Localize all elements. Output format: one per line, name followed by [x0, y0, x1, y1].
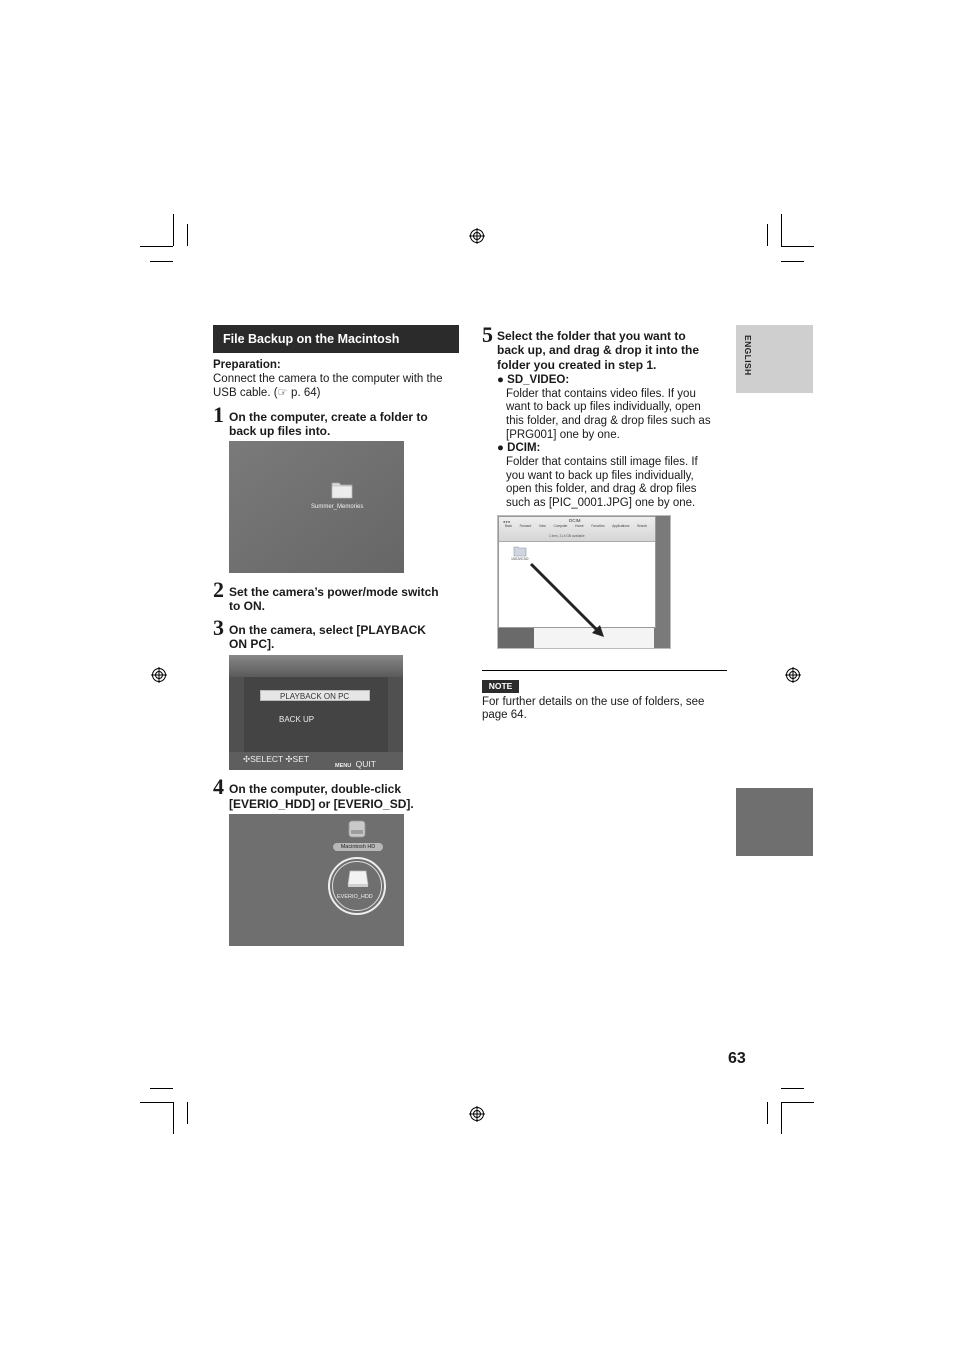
finder-toolbar-items [501, 524, 651, 528]
step-text-line: to ON. [229, 599, 265, 613]
drag-arrow-icon [528, 561, 608, 641]
finder-window-screenshot [497, 515, 671, 649]
menu-item-back-up[interactable]: BACK UP [279, 715, 315, 724]
toolbar-favorites[interactable]: Favorites [591, 524, 605, 528]
desktop-screenshot [229, 441, 404, 573]
toolbar-computer[interactable]: Computer [553, 524, 568, 528]
folder-label: Summer_Memories [311, 504, 364, 510]
note-badge: NOTE [482, 680, 519, 693]
step-text-line: Select the folder that you want to [497, 329, 686, 343]
step-text-line: On the computer, double-click [229, 782, 402, 796]
step-text-line: Set the camera’s power/mode switch [229, 585, 439, 599]
toolbar-search[interactable]: Search [637, 524, 648, 528]
page-number: 63 [728, 1050, 746, 1067]
footer-select-label: SELECT [250, 754, 284, 764]
finder-folder-label: 100JVCSO [511, 557, 529, 561]
section-tab [736, 788, 813, 856]
finder-toolbar [499, 517, 655, 542]
footer-select [243, 754, 309, 765]
note-text-line: For further details on the use of folders, see [482, 696, 705, 708]
toolbar-home[interactable]: Home [575, 524, 584, 528]
registration-mark-icon [469, 228, 485, 244]
menu-panel [244, 677, 388, 753]
finder-title: DCIM [569, 518, 581, 523]
disk-label-everio-hdd: EVERIO_HDD [337, 894, 373, 900]
footer-quit-label: QUIT [355, 759, 376, 769]
menu-header-strip [229, 655, 403, 677]
note-divider [482, 670, 727, 671]
step-number: 5 [482, 322, 493, 347]
bullet-label-text: DCIM: [507, 442, 541, 454]
toolbar-view[interactable]: View [538, 524, 546, 528]
bullet-text-line: want to back up files individually, open [506, 401, 701, 413]
bullet-label [497, 442, 540, 456]
folder-icon[interactable] [513, 545, 527, 557]
section-title: File Backup on the Macintosh [213, 325, 459, 353]
step-number: 4 [213, 774, 224, 799]
bullet-text-line: you want to back up files individually, [506, 470, 694, 482]
folder-icon[interactable] [331, 479, 353, 499]
step-number: 1 [213, 402, 224, 427]
menu-item-playback-on-pc[interactable]: PLAYBACK ON PC [260, 690, 370, 701]
language-tab-label: ENGLISH [743, 335, 753, 376]
bullet-dot-icon: ● [497, 374, 504, 386]
camera-menu-screenshot [229, 655, 403, 770]
registration-mark-icon [785, 667, 801, 683]
window-buttons-icon[interactable]: ●●● [503, 519, 511, 524]
menu-button-label: MENU [335, 763, 352, 769]
bullet-text-line: Folder that contains video files. If you [506, 388, 696, 400]
step-text-line: back up files into. [229, 424, 331, 438]
step-text-line: On the camera, select [PLAYBACK [229, 623, 426, 637]
footer-quit [335, 754, 376, 770]
footer-set-label: SET [292, 754, 310, 764]
dpad-icon: ✣ [243, 754, 251, 764]
bullet-text-line: [PRG001] one by one. [506, 429, 620, 441]
preparation-text-line2: USB cable. (☞ p. 64) [213, 387, 321, 399]
bullet-text-line: such as [PIC_0001.JPG] one by one. [506, 497, 696, 509]
preparation-text-line1: Connect the camera to the computer with the [213, 373, 443, 385]
bullet-label-text: SD_VIDEO: [507, 374, 570, 386]
bullet-dot-icon: ● [497, 442, 504, 454]
step-text-line: [EVERIO_HDD] or [EVERIO_SD]. [229, 797, 414, 811]
preparation-label: Preparation: [213, 359, 281, 371]
disk-label-macintosh-hd: Macintosh HD [333, 843, 383, 851]
finder-status: 1 item, 21.6 GB available [549, 534, 585, 538]
note-text-line: page 64. [482, 709, 527, 721]
desktop-strip [654, 516, 671, 649]
hard-disk-icon[interactable] [347, 819, 367, 839]
step-text-line: back up, and drag & drop it into the [497, 343, 700, 357]
registration-mark-icon [469, 1106, 485, 1122]
step-number: 2 [213, 577, 224, 602]
bullet-text-line: this folder, and drag & drop files such as [506, 415, 711, 427]
disk-icons-screenshot [229, 814, 404, 946]
registration-mark-icon [151, 667, 167, 683]
step-text-line: ON PC]. [229, 637, 275, 651]
step-text-line: folder you created in step 1. [497, 358, 657, 372]
step-number: 3 [213, 615, 224, 640]
dpad-icon: ✣ [285, 754, 293, 764]
toolbar-back[interactable]: Back [504, 524, 512, 528]
bullet-label [497, 374, 569, 388]
step-text-line: On the computer, create a folder to [229, 410, 428, 424]
toolbar-applications[interactable]: Applications [612, 524, 630, 528]
toolbar-forward[interactable]: Forward [519, 524, 532, 528]
external-drive-icon[interactable] [347, 869, 369, 889]
bullet-text-line: open this folder, and drag & drop files [506, 483, 697, 495]
bullet-text-line: Folder that contains still image files. If [506, 456, 698, 468]
